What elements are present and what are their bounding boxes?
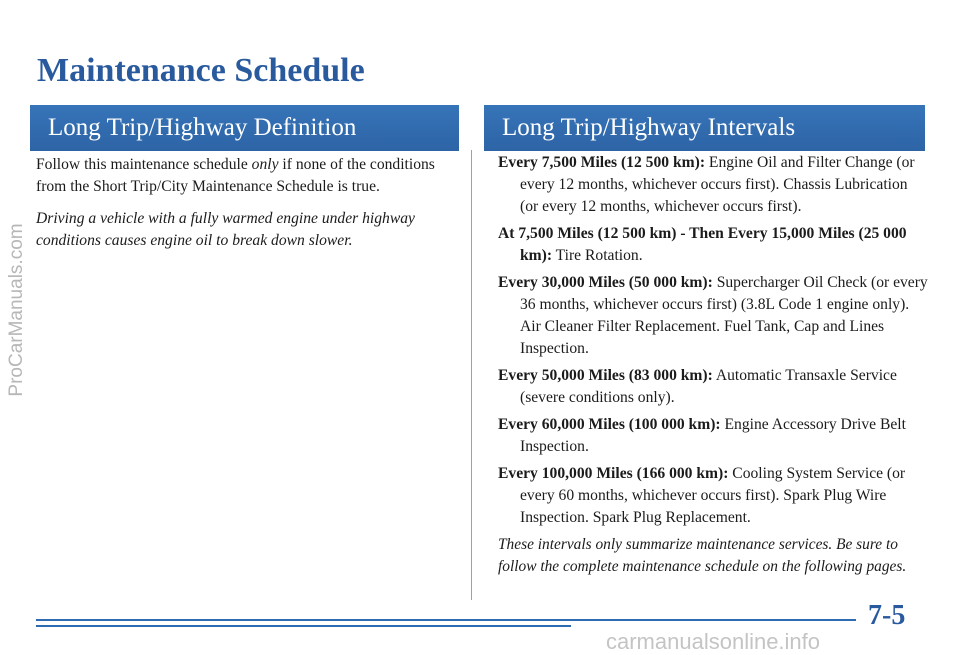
footer-rule (36, 619, 856, 621)
interval-text: Tire Rotation. (552, 247, 643, 264)
interval-entry (498, 365, 928, 409)
interval-heading: Every 7,500 Miles (12 500 km): (498, 154, 706, 171)
interval-heading: At 7,500 Miles (12 500 km) - Then Every 15,000 Miles (25 000 km): (498, 225, 907, 264)
footer-rule-secondary (36, 625, 571, 627)
intervals-summary: These intervals only summarize maintenance services. Be sure to follow the complete maintenance schedule on the following pages. (498, 536, 907, 575)
interval-text: Automatic Transaxle Service (severe conditions only). (520, 367, 897, 406)
definition-column (36, 154, 456, 262)
interval-entry (498, 414, 928, 458)
interval-text: Engine Oil and Filter Change (or every 12 months, whichever occurs first). Chassis Lubrication (or every 12 months, whichever occurs first). (520, 154, 915, 215)
page-title: Maintenance Schedule (37, 52, 365, 89)
section-header-intervals: Long Trip/Highway Intervals (484, 105, 925, 151)
definition-note: Driving a vehicle with a fully warmed engine under highway conditions causes engine oil to break down slower. (36, 210, 415, 249)
definition-text-only: only (251, 156, 279, 173)
definition-text-b: if none of the conditions from the Short Trip/City Maintenance Schedule is true. (36, 156, 435, 195)
interval-text: Supercharger Oil Check (or every 36 months, whichever occurs first) (3.8L Code 1 engine only). Air Cleaner Filter Replacement. Fuel Tank, Cap and Lines Inspection. (520, 274, 928, 357)
column-divider (471, 150, 472, 600)
interval-entry (498, 272, 928, 360)
interval-text: Cooling System Service (or every 60 months, whichever occurs first). Spark Plug Wire Inspection. Spark Plug Replacement. (520, 465, 906, 526)
definition-paragraph (36, 154, 456, 198)
watermark-bottom: carmanualsonline.info (606, 629, 821, 654)
definition-text-a: Follow this maintenance schedule (36, 156, 252, 173)
watermark-side (2, 0, 32, 649)
page-number: 7-5 (868, 600, 906, 631)
section-header-definition: Long Trip/Highway Definition (30, 105, 459, 151)
interval-heading: Every 30,000 Miles (50 000 km): (498, 274, 713, 291)
interval-entry (498, 152, 928, 218)
interval-heading: Every 60,000 Miles (100 000 km): (498, 416, 721, 433)
watermark-side-text: ProCarManuals.com (6, 223, 27, 397)
interval-text: Engine Accessory Drive Belt Inspection. (520, 416, 906, 455)
interval-heading: Every 100,000 Miles (166 000 km): (498, 465, 729, 482)
interval-entry (498, 223, 928, 267)
interval-heading: Every 50,000 Miles (83 000 km): (498, 367, 713, 384)
interval-entry (498, 463, 928, 529)
intervals-column (498, 152, 928, 593)
